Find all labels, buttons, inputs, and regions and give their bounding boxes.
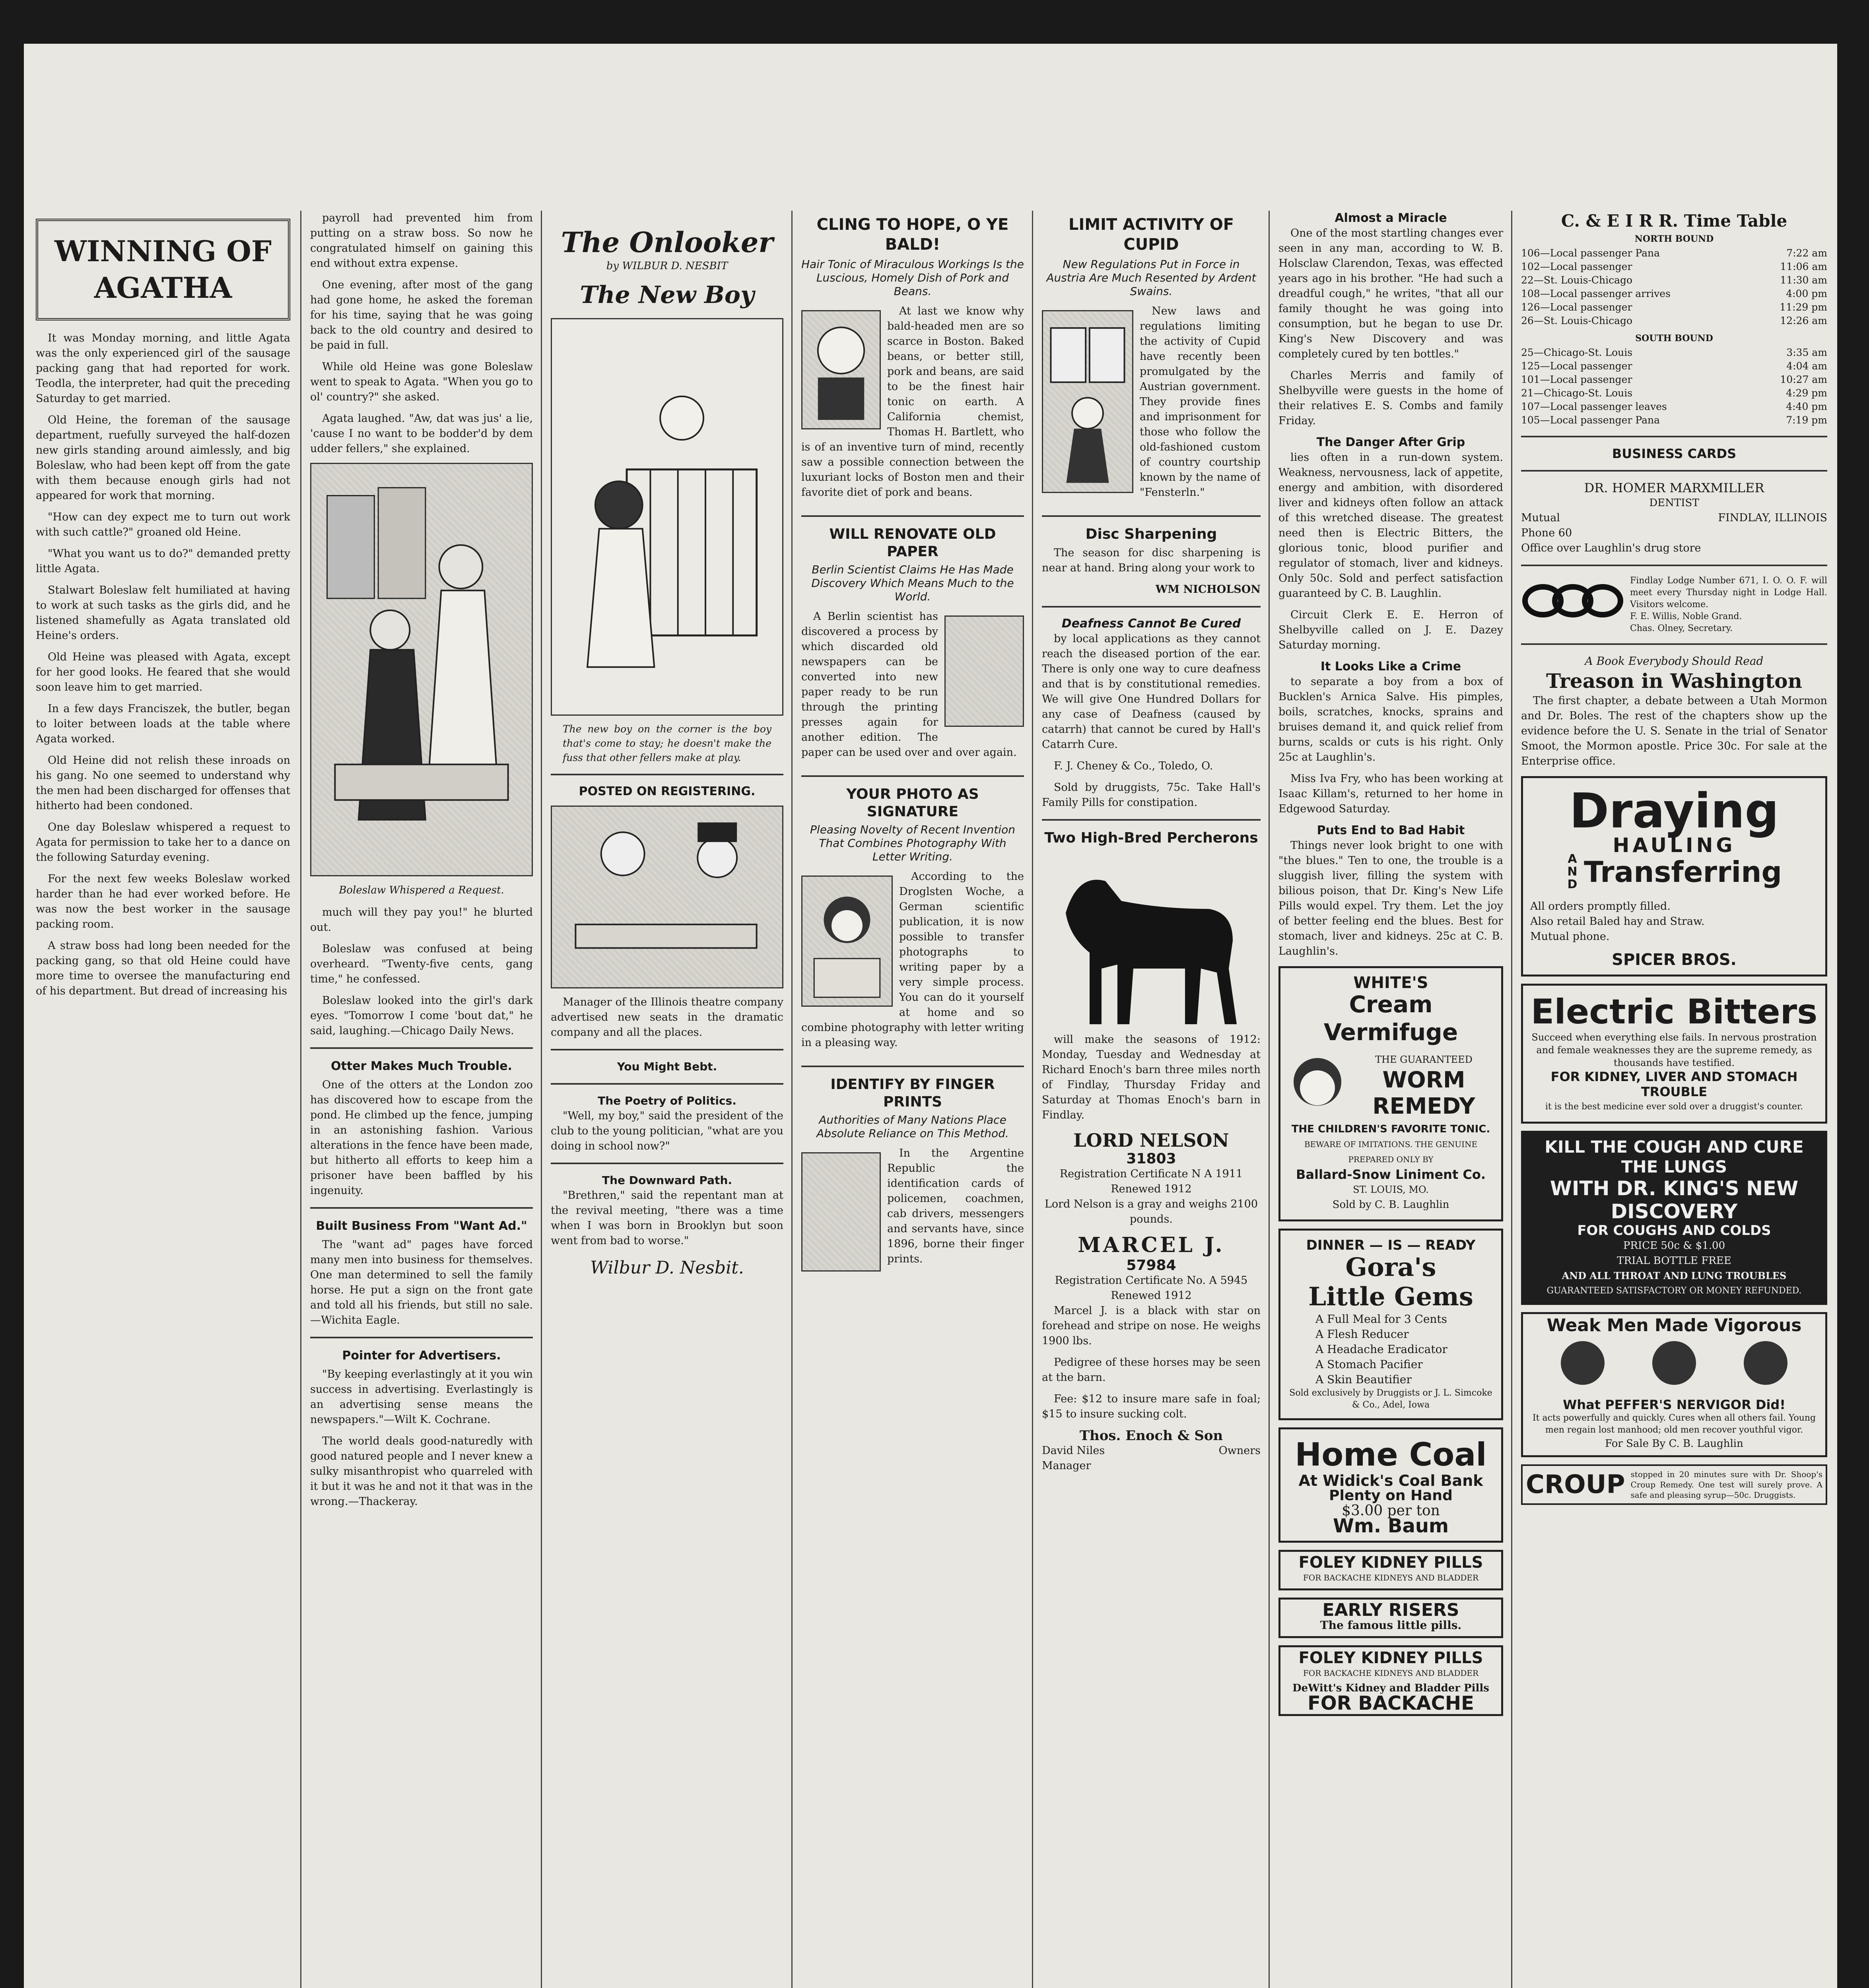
section-divider <box>1521 565 1827 566</box>
electric-text: Succeed when everything else fails. In nervous prostration and female weaknesses they are the supreme remedy, as thousands have testified. <box>1531 1032 1817 1068</box>
kill-trial: TRIAL BOTTLE FREE <box>1617 1255 1731 1267</box>
croup-text: stopped in 20 minutes sure with Dr. Shoop's Croup Remedy. One test will surely prove. A safe and pleasing syrup—50c. Druggists. <box>1630 1470 1822 1500</box>
disc-name: WM NICHOLSON <box>1155 583 1261 596</box>
lord-nelson-number: 31803 <box>1126 1151 1176 1167</box>
timetable-train: 26—St. Louis-Chicago <box>1521 315 1633 326</box>
child-portrait-icon <box>1288 1050 1347 1122</box>
timetable-row <box>1521 247 1827 260</box>
story-title: WINNING OF AGATHA <box>54 234 272 305</box>
train-name: Local passenger <box>1550 261 1632 272</box>
illustration-paper <box>944 615 1024 727</box>
story-body <box>36 331 290 999</box>
coal-title: Home Coal <box>1295 1436 1487 1473</box>
section-divider <box>1042 515 1261 517</box>
train-name: Local passenger Pana <box>1550 414 1660 426</box>
deaf-headline: Deafness Cannot Be Cured <box>1061 617 1241 631</box>
story-ending <box>310 905 533 1039</box>
electric-title: Electric Bitters <box>1531 992 1818 1032</box>
photo-text: According to the Droglsten Woche, a German scientific publication, it is now possible to transfer photographs to writing paper by a very simple process. You can do it yourself at home and so combine photography with letter writing in a pleasing way. <box>801 870 1024 1049</box>
story-title-box <box>36 219 290 320</box>
weak-sub: What PEFFER'S NERVIGOR Did! <box>1563 1397 1785 1412</box>
story-paragraph: One evening, after most of the gang had gone home, he asked the foreman for his time, saying that he was going back to the old country and desired to be paid in full. <box>310 279 533 351</box>
kill-for: FOR COUGHS AND COLDS <box>1577 1223 1771 1239</box>
timetable-train: 21—Chicago-St. Louis <box>1521 387 1633 399</box>
want-ad-headline: Built Business From "Want Ad." <box>316 1219 527 1233</box>
renovate-text: A Berlin scientist has discovered a process by which discarded old newspapers can be converted into new paper ready to be run through the printing presses again for another edition. The paper can be used over and over again. <box>801 610 1017 759</box>
whites-brand: WHITE'S <box>1353 974 1428 992</box>
lord-nelson-name: LORD NELSON <box>1073 1130 1229 1151</box>
three-men-portraits-icon <box>1527 1333 1821 1393</box>
book-kicker: A Book Everybody Should Read <box>1585 654 1764 668</box>
worm-maker: Ballard-Snow Liniment Co. <box>1296 1167 1486 1182</box>
horses-headline: Two High-Bred Percherons <box>1044 830 1258 846</box>
foley2-title: FOLEY KIDNEY PILLS <box>1298 1649 1483 1667</box>
new-boy-poem: The new boy on the corner is the boy that's come to stay; he doesn't make the fuss that other fellers make at play. <box>563 723 771 763</box>
finger-headline: IDENTIFY BY FINGER PRINTS <box>830 1076 995 1110</box>
cupid-subhead: New Regulations Put in Force in Austria Are Much Resented by Ardent Swains. <box>1046 258 1256 298</box>
onlooker-byline: by WILBUR D. NESBIT <box>606 260 728 272</box>
horses-text: will make the seasons of 1912: Monday, Tuesday and Wednesday at Richard Enoch's barn three miles north of Findlay, Thursday Friday and Saturday at Thomas Enoch's barn in Findlay. <box>1042 1033 1261 1121</box>
illustration-horse <box>1042 849 1261 1032</box>
whites-product: Cream Vermifuge <box>1323 991 1458 1046</box>
section-divider <box>1521 470 1827 472</box>
train-name: St. Louis-Chicago <box>1543 315 1633 326</box>
section-divider <box>1521 436 1827 437</box>
train-time: 11:30 am <box>1780 274 1827 286</box>
illustration-cupid <box>1042 310 1133 493</box>
politics-headline: The Poetry of Politics. <box>598 1094 736 1107</box>
croup-ad <box>1521 1464 1827 1505</box>
early-sub: The famous little pills. <box>1320 1619 1462 1632</box>
foley-ad-2 <box>1278 1645 1503 1716</box>
kill-the-cough-ad <box>1521 1131 1827 1305</box>
goras-gems-ad <box>1278 1229 1503 1420</box>
worm-subtitle: THE CHILDREN'S FAVORITE TONIC. <box>1291 1123 1490 1135</box>
north-bound-label: NORTH BOUND <box>1634 234 1714 244</box>
foley1-title: FOLEY KIDNEY PILLS <box>1298 1553 1483 1572</box>
timetable-title: C. & E I R R. Time Table <box>1561 211 1787 231</box>
posted-headline: POSTED ON REGISTERING. <box>579 784 756 798</box>
train-number: 107 <box>1521 401 1540 412</box>
dewitt-title: FOR BACKACHE <box>1308 1692 1474 1714</box>
train-number: 125 <box>1521 360 1540 372</box>
dinner-label: DINNER — IS — READY <box>1306 1237 1476 1253</box>
section-divider <box>1042 819 1261 821</box>
illustration-photo-woman <box>801 876 893 1007</box>
lodge-secretary: Chas. Olney, Secretary. <box>1630 623 1733 633</box>
gems-sold: Sold exclusively by Druggists or J. L. Simcoke & Co., Adel, Iowa <box>1289 1388 1492 1410</box>
timetable-train: 105—Local passenger Pana <box>1521 414 1660 426</box>
train-time: 12:26 am <box>1780 315 1827 326</box>
worm-guaranteed: THE GUARANTEED <box>1375 1054 1473 1065</box>
cling-subhead: Hair Tonic of Miraculous Workings Is the Luscious, Homely Dish of Pork and Beans. <box>801 258 1024 298</box>
story-paragraph: Old Heine was pleased with Agata, except for her good looks. He feared that she would soon leave him to get married. <box>36 651 290 693</box>
posted-drawing <box>552 807 782 987</box>
danger-headline: The Danger After Grip <box>1316 435 1465 449</box>
disc-text: The season for disc sharpening is near at hand. Bring along your work to <box>1042 547 1261 574</box>
gems-list-item: A Skin Beautifier <box>1315 1373 1412 1386</box>
train-number: 106 <box>1521 247 1540 259</box>
timetable-train: 108—Local passenger arrives <box>1521 288 1671 299</box>
cupid-drawing <box>1043 311 1132 492</box>
story-paragraph: One day Boleslaw whispered a request to Agata for permission to take her to a dance on the following Saturday evening. <box>36 821 290 864</box>
story-paragraph: In a few days Franciszek, the butler, began to loiter between loads at the table where Agata worked. <box>36 703 290 745</box>
downward-text: "Brethren," said the repentant man at the revival meeting, "there was a time when I was born in Brooklyn but soon went from bad to worse." <box>551 1189 783 1247</box>
timetable-train: 101—Local passenger <box>1521 374 1632 385</box>
train-name: St. Louis-Chicago <box>1543 274 1633 286</box>
home-coal-ad <box>1278 1427 1503 1543</box>
train-number: 25 <box>1521 347 1534 358</box>
lord-nelson-description: Lord Nelson is a gray and weighs 2100 pounds. <box>1044 1198 1258 1225</box>
section-divider <box>1521 643 1827 645</box>
column-4 <box>801 211 1024 1988</box>
foley-ad-1 <box>1278 1550 1503 1590</box>
timetable-row <box>1521 314 1827 328</box>
section-divider <box>310 1047 533 1049</box>
section-divider <box>551 1049 783 1050</box>
timetable-train: 125—Local passenger <box>1521 360 1632 372</box>
book-title: Treason in Washington <box>1546 669 1802 693</box>
train-name: Local passenger arrives <box>1550 288 1671 299</box>
otter-text: One of the otters at the London zoo has discovered how to escape from the pond. He climbed up the fence, jumping in an astonishing fashion. Various alterations in the fence have been made, but hitherto all efforts to keep him a prisoner have been baffled by his ingenuity. <box>310 1079 533 1197</box>
draying-and: AND <box>1567 852 1578 891</box>
train-name: Chicago-St. Louis <box>1543 347 1633 358</box>
story-paragraph: much will they pay you!" he blurted out. <box>310 906 533 934</box>
fee-note: Fee: $12 to insure mare safe in foal; $15 to insure sucking colt. <box>1042 1393 1261 1420</box>
train-time: 3:35 am <box>1786 347 1827 358</box>
story-paragraph: Boleslaw looked into the girl's dark eyes. "Tomorrow I come 'bout dat," he said, laughing.—Chicago Daily News. <box>310 994 533 1037</box>
dewitt-sub: DeWitt's Kidney and Bladder Pills <box>1292 1682 1489 1694</box>
story-paragraph: "How can dey expect me to turn out work with such cattle?" groaned old Heine. <box>36 511 290 538</box>
danger-text: lies often in a run-down system. Weakness, nervousness, lack of appetite, energy and ambition, with disordered liver and kidneys often follow an attack of this wretched disease. The greatest need then is Electric Bitters, the glorious tonic, blood purifier and regulator of stomach, liver and kidneys. Only 50c. Sold and perfect satisfaction guaranteed by C. B. Laughlin. <box>1278 451 1503 600</box>
story-paragraph: Agata laughed. "Aw, dat was jus' a lie, 'cause I no want to be bodder'd by dem udder fellers," she explained. <box>310 412 533 455</box>
column-rule <box>300 211 301 1988</box>
gems-brand: Gora's <box>1345 1252 1436 1282</box>
foley1-sub: FOR BACKACHE KIDNEYS AND BLADDER <box>1303 1573 1479 1582</box>
habit-headline: Puts End to Bad Habit <box>1317 823 1465 837</box>
manager-label: Manager <box>1042 1460 1091 1472</box>
miracle-text: One of the most startling changes ever seen in any man, according to W. B. Holsclaw Clarendon, Texas, was effected years ago in his brother. "He had such a dreadful cough," he writes, "that all our family thought he was going into consumption, but he began to use Dr. King's New Discovery and was completely cured by ten bottles." <box>1278 227 1503 360</box>
story-paragraph: payroll had prevented him from putting on a straw boss. So now he congratulated himself on gaining this end without extra expense. <box>310 212 533 270</box>
habit-text: Things never look bright to one with "the blues." Ten to one, the trouble is a sluggish liver, filling the system with bilious poison, that Dr. King's New Life Pills would expel. Try them. Let the joy of better feeling end the blues. Best for stomach, liver and kidneys. 25c at C. B. Laughlin's. <box>1278 839 1503 957</box>
story-paragraph: Stalwart Boleslaw felt humiliated at having to work at such tasks as the girls did, and he listened shamefully as Agata translated old Heine's orders. <box>36 584 290 642</box>
train-name: Local passenger leaves <box>1550 401 1667 412</box>
gems-title: Little Gems <box>1308 1282 1473 1312</box>
weak-text: It acts powerfully and quickly. Cures when all others fail. Young men regain lost manhood; old men recover youthful vigor. <box>1532 1413 1816 1435</box>
train-number: 101 <box>1521 374 1540 385</box>
odd-fellows-links-icon <box>1521 579 1624 631</box>
timetable-train: 102—Local passenger <box>1521 261 1632 272</box>
train-number: 108 <box>1521 288 1540 299</box>
cling-headline: CLING TO HOPE, O YE BALD! <box>816 215 1009 254</box>
column-3 <box>551 211 783 1988</box>
timetable-train: 126—Local passenger <box>1521 301 1632 313</box>
weak-title: Weak Men Made Vigorous <box>1546 1315 1802 1336</box>
deaf-signature: F. J. Cheney & Co., Toledo, O. <box>1054 760 1213 772</box>
downward-headline: The Downward Path. <box>602 1174 732 1187</box>
gems-list-item: A Headache Eradicator <box>1315 1343 1447 1356</box>
column-5 <box>1042 211 1261 1988</box>
book-text: The first chapter, a debate between a Utah Mormon and Dr. Boles. The rest of the chapters show up the evidence before the U. S. Senate in the trial of Senator Smoot, the Mormon apostle. Price 30c. For sale at the Enterprise office. <box>1521 695 1827 767</box>
story-paragraph: For the next few weeks Boleslaw worked harder than he had ever worked before. He was now the best worker in the sausage packing room. <box>36 873 290 930</box>
draying-hay: Also retail Baled hay and Straw. <box>1530 915 1705 928</box>
bald-man-drawing <box>802 311 880 428</box>
illustration-caption: Boleslaw Whispered a Request. <box>339 884 504 896</box>
train-name: Local passenger <box>1550 374 1632 385</box>
worm-remedy-title: WORM REMEDY <box>1372 1067 1475 1119</box>
worm-city: ST. LOUIS, MO. <box>1353 1184 1429 1195</box>
timetable-row <box>1521 260 1827 274</box>
dentist-title: DENTIST <box>1649 497 1699 509</box>
gems-list-item: A Flesh Reducer <box>1315 1328 1409 1341</box>
column-rule <box>1269 211 1270 1988</box>
electric-bitters-ad <box>1521 984 1827 1124</box>
column-rule <box>791 211 793 1988</box>
onlooker-masthead <box>551 227 783 312</box>
column-rule <box>541 211 542 1988</box>
owners-name: Thos. Enoch & Son <box>1079 1428 1223 1444</box>
train-name: Local passenger Pana <box>1550 247 1660 259</box>
column-2 <box>310 211 533 1988</box>
crime-headline: It Looks Like a Crime <box>1320 660 1461 674</box>
gems-list <box>1288 1312 1494 1387</box>
early-title: EARLY RISERS <box>1322 1600 1459 1620</box>
timetable-row <box>1521 386 1827 400</box>
onlooker-subtitle: The New Boy <box>580 281 754 309</box>
column-7 <box>1521 211 1827 1988</box>
cupid-headline: LIMIT ACTIVITY OF CUPID <box>1068 215 1234 254</box>
train-time: 4:04 am <box>1786 360 1827 372</box>
timetable-row <box>1521 400 1827 414</box>
story-paragraph: Old Heine did not relish these inroads on his gang. No one seemed to understand why the men had been discharged for offenses that hitherto had been condoned. <box>36 754 290 812</box>
section-divider <box>801 1066 1024 1067</box>
illustration-bald-man <box>801 310 881 429</box>
timetable-train: 22—St. Louis-Chicago <box>1521 274 1633 286</box>
train-time: 7:22 am <box>1786 247 1827 259</box>
train-name: Local passenger <box>1550 301 1632 313</box>
local-note-3: Miss Iva Fry, who has been working at Isaac Killam's, returned to her home in Edgewood Saturday. <box>1278 773 1503 815</box>
theatre-text: Manager of the Illinois theatre company advertised new seats in the dramatic company and all the places. <box>551 996 783 1039</box>
section-divider <box>551 774 783 775</box>
section-divider <box>1042 606 1261 608</box>
train-time: 7:19 pm <box>1786 414 1827 426</box>
horse-drawing <box>1042 849 1261 1032</box>
kill-with: WITH DR. KING'S NEW DISCOVERY <box>1550 1177 1799 1223</box>
weak-men-ad <box>1521 1312 1827 1457</box>
south-bound-table <box>1521 346 1827 427</box>
timetable-train: 25—Chicago-St. Louis <box>1521 347 1633 358</box>
miracle-headline: Almost a Miracle <box>1335 211 1447 225</box>
train-time: 4:40 pm <box>1786 401 1827 412</box>
story-paragraph: A straw boss had long been needed for the packing gang, so that old Heine could have more time to oversee the manufacturing end of his department. But dread of increasing his <box>36 940 290 997</box>
story-paragraph: Old Heine, the foreman of the sausage department, ruefully surveyed the half-dozen new girls standing around aimlessly, and big Boleslaw, who had been kept off from the gate with them because enough girls had not appeared for work that morning. <box>36 414 290 502</box>
finger-subhead: Authorities of Many Nations Place Absolute Reliance on This Method. <box>816 1113 1009 1140</box>
section-divider <box>801 775 1024 777</box>
kill-price: PRICE 50c & $1.00 <box>1623 1240 1725 1252</box>
train-number: 105 <box>1521 414 1540 426</box>
illustration-new-boy <box>551 318 783 716</box>
local-note-1: Charles Merris and family of Shelbyville were guests in the home of their relatives E. S. Combs and family Friday. <box>1278 369 1503 427</box>
timetable-row <box>1521 373 1827 386</box>
kill-all: AND ALL THROAT AND LUNG TROUBLES <box>1562 1270 1787 1281</box>
might-headline: You Might Bebt. <box>617 1060 717 1073</box>
onlooker-title: The Onlooker <box>561 226 773 259</box>
kill-title: KILL THE COUGH AND CURE THE LUNGS <box>1545 1137 1804 1176</box>
section-divider <box>310 1337 533 1338</box>
illustration-posted <box>551 806 783 988</box>
photo-headline: YOUR PHOTO AS SIGNATURE <box>846 786 979 820</box>
train-time: 4:00 pm <box>1786 288 1827 299</box>
illustration-sausage-room <box>310 463 533 876</box>
train-time: 11:29 pm <box>1780 301 1827 313</box>
lodge-card <box>1521 575 1827 635</box>
politics-text: "Well, my boy," said the president of the club to the young politician, "what are you doing in school now?" <box>551 1110 783 1152</box>
owners-label: Owners <box>1218 1444 1261 1457</box>
business-cards-title: BUSINESS CARDS <box>1612 446 1737 461</box>
thackeray-quote: The world deals good-naturedly with good natured people and I never knew a sulky misanthropist who quarreled with it but it was he and not it that was in the wrong.—Thackeray. <box>310 1435 533 1508</box>
early-risers-ad <box>1278 1598 1503 1638</box>
newspaper-page <box>24 44 1837 1988</box>
illustration-drawing <box>311 464 532 875</box>
manager-row <box>1042 1443 1261 1458</box>
pedigree-note: Pedigree of these horses may be seen at the barn. <box>1042 1356 1261 1384</box>
lodge-text: Findlay Lodge Number 671, I. O. O. F. will meet every Thursday night in Lodge Hall. Visitors welcome. <box>1630 576 1827 610</box>
section-divider <box>551 1083 783 1085</box>
local-note-2: Circuit Clerk E. E. Herron of Shelbyville called on J. E. Dazey Saturday morning. <box>1278 609 1503 651</box>
train-number: 102 <box>1521 261 1540 272</box>
electric-liver: FOR KIDNEY, LIVER AND STOMACH TROUBLE <box>1550 1069 1798 1099</box>
marcel-registration: Registration Certificate No. A 5945 Renewed 1912 <box>1055 1274 1248 1302</box>
dentist-mutual: Mutual <box>1521 512 1560 524</box>
marcel-name: MARCEL J. <box>1078 1233 1225 1257</box>
train-name: Local passenger <box>1550 360 1632 372</box>
kill-guaranteed: GUARANTEED SATISFACTORY OR MONEY REFUNDED. <box>1546 1286 1802 1296</box>
train-number: 22 <box>1521 274 1534 286</box>
coal-owner: Wm. Baum <box>1333 1515 1449 1537</box>
author-signature: Wilbur D. Nesbit. <box>590 1258 744 1278</box>
timetable-row <box>1521 274 1827 287</box>
crime-text: to separate a boy from a box of Bucklen's Arnica Salve. His pimples, boils, scratches, knocks, sprains and bruises demand it, and quick relief from burns, scalds or cuts is his right. Only 25c at Laughlin's. <box>1278 676 1503 763</box>
renovate-headline: WILL RENOVATE OLD PAPER <box>829 526 996 560</box>
draying-orders: All orders promptly filled. <box>1530 900 1671 912</box>
weak-sold: For Sale By C. B. Laughlin <box>1605 1438 1743 1450</box>
worm-sold: Sold by C. B. Laughlin <box>1332 1199 1449 1211</box>
draying-title: Draying <box>1569 784 1779 839</box>
column-rule <box>1032 211 1033 1988</box>
section-divider <box>801 515 1024 517</box>
draying-ad <box>1521 776 1827 977</box>
photo-woman-drawing <box>802 877 892 1006</box>
train-number: 21 <box>1521 387 1534 399</box>
story-paragraph: Boleslaw was confused at being overheard. "Twenty-five cents, gang time," he confessed. <box>310 943 533 985</box>
dentist-phone: Phone 60 <box>1521 527 1572 539</box>
story-body-continued <box>310 211 533 456</box>
renovate-subhead: Berlin Scientist Claims He Has Made Discovery Which Means Much to the World. <box>811 563 1014 603</box>
column-rule <box>1511 211 1512 1988</box>
manager-name: David Niles <box>1042 1444 1105 1457</box>
timetable-row <box>1521 287 1827 301</box>
column-6 <box>1278 211 1503 1988</box>
gems-list-item: A Stomach Pacifier <box>1315 1358 1423 1371</box>
cupid-text: New laws and regulations limiting the activity of Cupid have recently been promulgated by the Austrian government. They provide fines and imprisonment for those who follow the old-fashioned custom of country courtship known by the name of "Fensterln." <box>1140 305 1261 499</box>
north-bound-table <box>1521 247 1827 328</box>
deaf-sold: Sold by druggists, 75c. Take Hall's Family Pills for constipation. <box>1042 781 1261 809</box>
section-divider <box>310 1207 533 1209</box>
whites-vermifuge-ad <box>1278 966 1503 1221</box>
worm-prepared: BEWARE OF IMITATIONS. THE GENUINE PREPARED ONLY BY <box>1304 1140 1478 1164</box>
photo-subhead: Pleasing Novelty of Recent Invention That Combines Photography With Letter Writing. <box>810 823 1015 863</box>
electric-best: it is the best medicine ever sold over a druggist's counter. <box>1545 1102 1803 1112</box>
pointer-headline: Pointer for Advertisers. <box>342 1349 501 1363</box>
marcel-description: Marcel J. is a black with star on forehead and stripe on nose. He weighs 1900 lbs. <box>1042 1305 1261 1347</box>
spicer-bros: SPICER BROS. <box>1612 951 1737 969</box>
train-time: 11:06 am <box>1780 261 1827 272</box>
train-time: 10:27 am <box>1780 374 1827 385</box>
south-bound-label: SOUTH BOUND <box>1635 333 1713 344</box>
dentist-city: FINDLAY, ILLINOIS <box>1718 512 1827 524</box>
coal-plenty: Plenty on Hand <box>1329 1487 1453 1504</box>
train-number: 26 <box>1521 315 1534 326</box>
illustration-finger-print <box>801 1152 881 1272</box>
draying-transferring: Transferring <box>1583 855 1782 889</box>
finger-text: In the Argentine Republic the identification cards of policemen, coachmen, cab drivers, messengers and servants have, since 1896, borne their finger prints. <box>887 1147 1024 1265</box>
dentist-name: DR. HOMER MARXMILLER <box>1584 480 1764 495</box>
train-number: 126 <box>1521 301 1540 313</box>
column-1 <box>36 211 290 1988</box>
draying-hauling: HAULING <box>1613 834 1736 857</box>
story-paragraph: "What you want us to do?" demanded pretty little Agata. <box>36 547 290 575</box>
timetable-row <box>1521 359 1827 373</box>
marcel-number: 57984 <box>1126 1257 1176 1274</box>
story-paragraph: While old Heine was gone Boleslaw went to speak to Agata. "When you go to ol' country?" she asked. <box>310 361 533 403</box>
pointer-text: "By keeping everlastingly at it you win success in advertising. Everlastingly is an advertising sense means the newspapers."—Wilt K. Cochrane. <box>310 1368 533 1426</box>
lord-nelson-registration: Registration Certificate N A 1911 Renewed 1912 <box>1059 1168 1243 1195</box>
dentist-office: Office over Laughlin's drug store <box>1521 542 1701 554</box>
section-divider <box>551 1163 783 1164</box>
dentist-contact-row <box>1521 511 1827 526</box>
gems-list-item: A Full Meal for 3 Cents <box>1315 1312 1447 1326</box>
timetable-row <box>1521 346 1827 359</box>
disc-headline: Disc Sharpening <box>1085 526 1217 542</box>
timetable-row <box>1521 414 1827 427</box>
otter-headline: Otter Makes Much Trouble. <box>331 1059 512 1073</box>
cling-text: At last we know why bald-headed men are so scarce in Boston. Baked beans, or better still, pork and beans, are said to be the finest hair tonic on earth. A California chemist, Thomas H. Bartlett, who is of an inventive turn of mind, recently saw a possible connection between the luxuriant locks of Boston men and their favorite diet of pork and beans. <box>801 305 1024 499</box>
story-paragraph: It was Monday morning, and little Agata was the only experienced girl of the sausage packing gang that had reported for work. Teodla, the interpreter, had quit the preceding Saturday to get married. <box>36 332 290 405</box>
draying-phone: Mutual phone. <box>1530 930 1610 943</box>
timetable-train: 106—Local passenger Pana <box>1521 247 1660 259</box>
coal-price: $3.00 per ton <box>1342 1503 1440 1519</box>
coal-location: At Widick's Coal Bank <box>1298 1472 1483 1489</box>
train-name: Chicago-St. Louis <box>1543 387 1633 399</box>
new-boy-drawing <box>552 319 782 714</box>
want-ad-text: The "want ad" pages have forced many men into business for themselves. One man determined to sell the family horse. He put a sign on the front gate and told all his friends, but still no sale.—Wichita Eagle. <box>310 1239 533 1326</box>
timetable-row <box>1521 301 1827 314</box>
deaf-text: by local applications as they cannot reach the diseased portion of the ear. There is only one way to cure deafness and that is by constitutional remedies. We will give One Hundred Dollars for any case of Deafness (caused by catarrh) that cannot be cured by Hall's Catarrh Cure. <box>1042 633 1261 751</box>
foley2-sub: FOR BACKACHE KIDNEYS AND BLADDER <box>1303 1668 1479 1678</box>
lodge-noble-grand: F. E. Willis, Noble Grand. <box>1630 612 1742 621</box>
timetable-train: 107—Local passenger leaves <box>1521 401 1667 412</box>
croup-title: CROUP <box>1526 1470 1625 1499</box>
train-time: 4:29 pm <box>1786 387 1827 399</box>
